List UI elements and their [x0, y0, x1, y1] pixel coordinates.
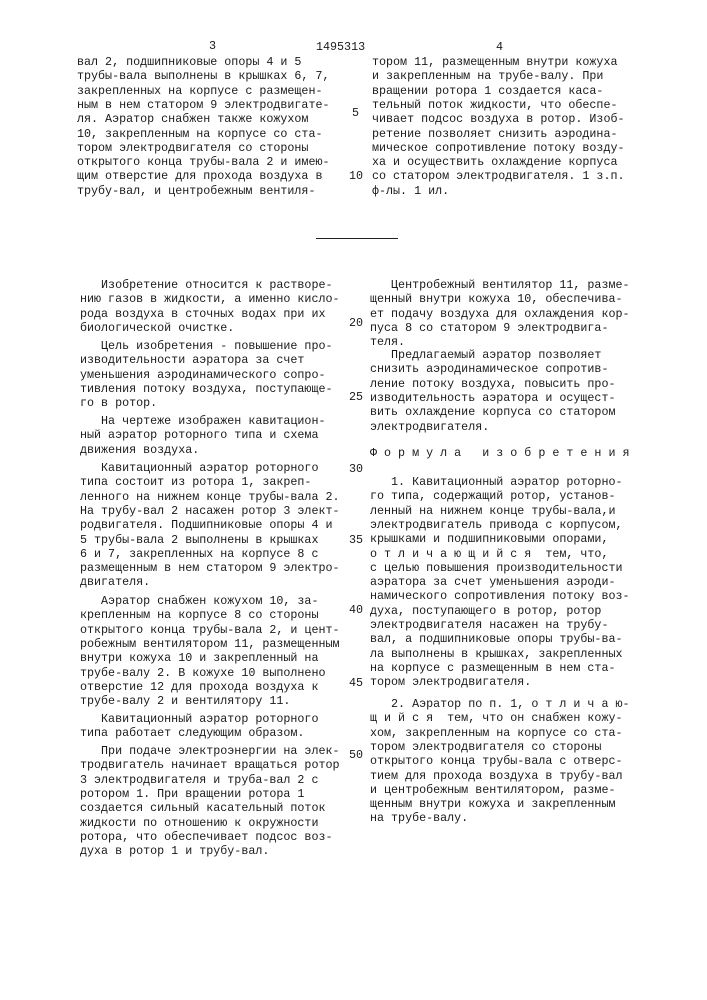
text-line: крышками и подшипниковыми опорами,: [370, 532, 608, 546]
text-line: 10, закрепленным на корпусе со ста-: [77, 127, 322, 141]
text-line: 5 трубы-вала 2 выполнены в крышках: [80, 533, 318, 547]
text-line: щенным внутри кожуха и закрепленным: [370, 797, 615, 811]
text-line: Предлагаемый аэратор позволяет: [370, 348, 601, 362]
text-line: На чертеже изображен кавитацион-: [80, 414, 325, 428]
text-line: крепленным на корпусе 8 со стороны: [80, 608, 318, 622]
text-line: ф-лы. 1 ил.: [372, 184, 449, 198]
text-line: ленный на нижнем конце трубы-вала,и: [370, 504, 615, 518]
line-number: 5: [352, 106, 359, 120]
text-line: вить охлаждение корпуса со статором: [370, 405, 615, 419]
text-line: электродвигатель привода с корпусом,: [370, 518, 623, 532]
text-line: и центробежным вентилятором, разме-: [370, 783, 615, 797]
text-line: трубе-валу 2 и вентилятору 11.: [80, 694, 290, 708]
text-line: жидкости по отношению к окружности: [80, 816, 318, 830]
text-line: хом, закрепленным на корпусе со ста-: [370, 726, 623, 740]
text-line: создается сильный касательный поток: [80, 801, 325, 815]
text-line: тродвигатель начинает вращаться ротор: [80, 758, 340, 772]
text-line: Кавитационный аэратор роторного: [80, 461, 318, 475]
text-line: щ и й с я тем, что он снабжен кожу-: [370, 711, 623, 725]
page-number-left: 3: [209, 39, 216, 53]
text-line: аэратора за счет уменьшения аэроди-: [370, 575, 615, 589]
text-line: трубе-валу 2. В кожухе 10 выполнено: [80, 666, 325, 680]
text-line: о т л и ч а ю щ и й с я тем, что,: [370, 547, 608, 561]
line-number: 45: [349, 676, 363, 690]
text-line: духа в ротор 1 и трубу-вал.: [80, 844, 269, 858]
text-line: ха и осуществить охлаждение корпуса: [372, 155, 617, 169]
text-line: отверстие 12 для прохода воздуха к: [80, 680, 318, 694]
text-line: тором электродвигателя.: [370, 675, 531, 689]
text-line: ротором 1. При вращении ротора 1: [80, 787, 304, 801]
text-line: ление потоку воздуха, повысить про-: [370, 377, 615, 391]
text-line: двигателя.: [80, 575, 150, 589]
text-line: 6 и 7, закрепленных на корпусе 8 с: [80, 547, 318, 561]
text-line: ла выполнены в крышках, закрепленных: [370, 647, 623, 661]
text-line: Кавитационный аэратор роторного: [80, 712, 318, 726]
text-line: ретение позволяет снизить аэродина-: [372, 127, 617, 141]
text-line: размещенным в нем статором 9 электро-: [80, 561, 340, 575]
text-line: трубу-вал, и центробежным вентиля-: [77, 184, 315, 198]
text-line: на корпусе с размещенным в нем ста-: [370, 661, 615, 675]
text-line: снизить аэродинамическое сопротив-: [370, 362, 608, 376]
text-line: рода воздуха в сточных водах при их: [80, 307, 325, 321]
text-line: изводительность аэратора и осущест-: [370, 391, 615, 405]
line-number: 30: [349, 462, 363, 476]
text-line: тором электродвигателя со стороны: [77, 141, 308, 155]
text-line: открытого конца трубы-вала с отверс-: [370, 754, 623, 768]
text-line: и закрепленным на трубе-валу. При: [372, 69, 603, 83]
text-line: родвигателя. Подшипниковые опоры 4 и: [80, 518, 333, 532]
text-line: тивления потоку воздуха, поступающе-: [80, 382, 333, 396]
line-number: 25: [349, 390, 363, 404]
text-line: ротора, что обеспечивает подсос воз-: [80, 830, 333, 844]
text-line: изводительности аэратора за счет: [80, 353, 304, 367]
text-line: теля.: [370, 335, 405, 349]
text-line: пуса 8 со статором 9 электродвига-: [370, 321, 608, 335]
text-line: типа работает следующим образом.: [80, 726, 304, 740]
text-line: нию газов в жидкости, а именно кисло-: [80, 292, 340, 306]
text-line: открытого конца трубы-вала 2 и имею-: [77, 155, 330, 169]
text-line: Аэратор снабжен кожухом 10, за-: [80, 594, 318, 608]
text-line: робежным вентилятором 11, размещенным: [80, 637, 340, 651]
text-line: Изобретение относится к растворе-: [80, 278, 333, 292]
text-line: со статором электродвигателя. 1 з.п.: [372, 169, 625, 183]
text-line: Цель изобретения - повышение про-: [80, 339, 333, 353]
text-line: с целью повышения производительности: [370, 561, 623, 575]
text-line: движения воздуха.: [80, 443, 199, 457]
text-line: 2. Аэратор по п. 1, о т л и ч а ю-: [370, 697, 630, 711]
text-line: 3 электродвигателя и труба-вал 2 с: [80, 773, 318, 787]
text-line: типа состоит из ротора 1, закреп-: [80, 475, 311, 489]
text-line: тельный поток жидкости, что обеспе-: [372, 98, 617, 112]
line-number: 40: [349, 603, 363, 617]
text-line: закрепленных на корпусе с размещен-: [77, 84, 322, 98]
text-line: На трубу-вал 2 насажен ротор 3 элект-: [80, 504, 340, 518]
line-number: 20: [349, 316, 363, 330]
page-number-right: 4: [496, 40, 503, 54]
text-line: вращении ротора 1 создается каса-: [372, 84, 603, 98]
text-line: тием для прохода воздуха в трубу-вал: [370, 769, 623, 783]
text-line: щенный внутри кожуха 10, обеспечива-: [370, 292, 623, 306]
text-line: на трубе-валу.: [370, 811, 468, 825]
text-line: трубы-вала выполнены в крышках 6, 7,: [77, 69, 330, 83]
text-line: го типа, содержащий ротор, установ-: [370, 489, 615, 503]
text-line: ленного на нижнем конце трубы-вала 2.: [80, 490, 340, 504]
text-line: ным в нем статором 9 электродвигате-: [77, 98, 330, 112]
text-line: электродвигателя насажен на трубу-: [370, 618, 608, 632]
line-number: 35: [349, 533, 363, 547]
text-line: ет подачу воздуха для охлаждения кор-: [370, 307, 630, 321]
text-line: ный аэратор роторного типа и схема: [80, 428, 318, 442]
text-line: намического сопротивления потоку воз-: [370, 589, 630, 603]
section-divider: [316, 238, 398, 239]
text-line: внутри кожуха 10 и закрепленный на: [80, 651, 318, 665]
text-line: При подаче электроэнергии на элек-: [80, 744, 340, 758]
text-line: го в ротор.: [80, 396, 157, 410]
text-line: электродвигателя.: [370, 420, 489, 434]
text-line: щим отверстие для прохода воздуха в: [77, 169, 322, 183]
text-line: мическое сопротивление потоку возду-: [372, 141, 625, 155]
patent-number: 1495313: [316, 40, 365, 54]
text-line: биологической очистке.: [80, 321, 234, 335]
line-number: 10: [349, 169, 363, 183]
text-line: вал, а подшипниковые опоры трубы-ва-: [370, 632, 623, 646]
line-number: 50: [349, 748, 363, 762]
text-line: вал 2, подшипниковые опоры 4 и 5: [77, 55, 301, 69]
text-line: Центробежный вентилятор 11, разме-: [370, 278, 630, 292]
text-line: тором электродвигателя со стороны: [370, 740, 601, 754]
text-line: тором 11, размещенным внутри кожуха: [372, 55, 617, 69]
text-line: духа, поступающего в ротор, ротор: [370, 604, 601, 618]
text-line: ля. Аэратор снабжен также кожухом: [77, 112, 308, 126]
text-line: открытого конца трубы-вала 2, и цент-: [80, 623, 340, 637]
text-line: 1. Кавитационный аэратор роторно-: [370, 475, 623, 489]
text-line: уменьшения аэродинамического сопро-: [80, 368, 325, 382]
text-line: чивает подсос воздуха в ротор. Изоб-: [372, 112, 625, 126]
text-line: Ф о р м у л а и з о б р е т е н и я: [370, 446, 630, 460]
